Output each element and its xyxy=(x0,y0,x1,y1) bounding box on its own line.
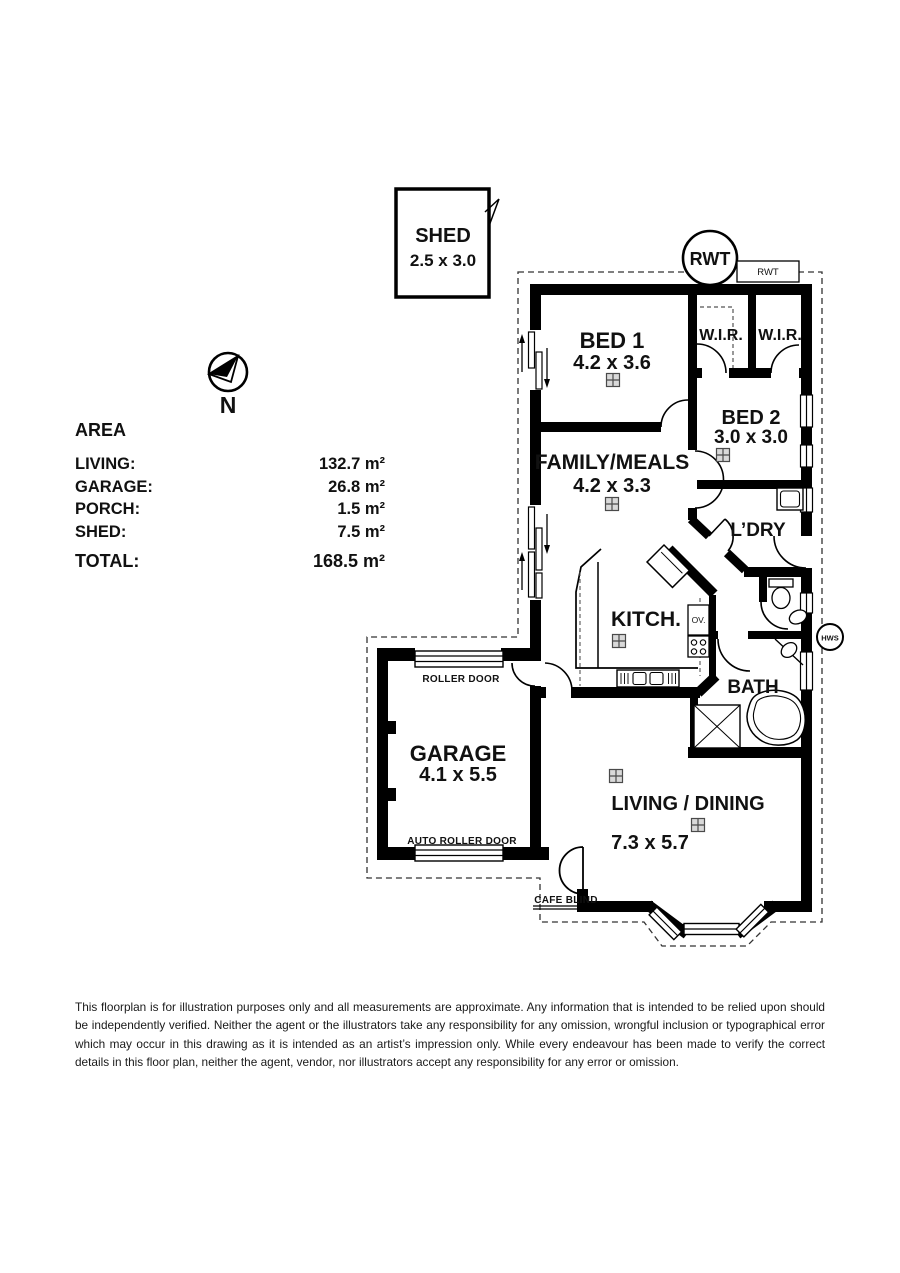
compass xyxy=(209,353,247,418)
area-total-value: 168.5 m² xyxy=(312,551,385,571)
window xyxy=(801,395,813,427)
area-row-garage xyxy=(75,476,385,499)
room-dims-family: 4.2 x 3.3 xyxy=(573,475,651,497)
garage-pier xyxy=(388,721,396,734)
area-row-label: GARAGE: xyxy=(75,477,153,496)
room-label-bath: BATH xyxy=(727,677,779,698)
oven-label: OV. xyxy=(691,615,706,625)
area-row-living xyxy=(75,453,385,476)
area-row-value: 26.8 m² xyxy=(328,477,385,496)
area-row-label: SHED: xyxy=(75,522,127,541)
disclaimer-text: This floorplan is for illustration purposes only and all measurements are approximate. Any information that is intended to be relied upon should be independently verified. Neither the agent or the illustrators take any responsibility for any omission, wrongful inclusion or typographical error which may occur in this drawing as it is intended as an artist’s impression only. While every endeavour has been made to verify the correct details in this floor plan, neither the agent, vendor, nor illustrators accept any responsibility for any error or omission. xyxy=(75,1000,825,1069)
laundry-tub-bowl xyxy=(781,491,800,507)
light-symbol xyxy=(610,770,623,783)
area-row-shed xyxy=(75,521,385,544)
wall-diagonal xyxy=(691,519,709,536)
wall xyxy=(688,372,697,450)
cafe-blind-label: CAFE BLIND xyxy=(534,895,598,906)
rwt-tank-label: RWT xyxy=(689,249,731,269)
area-row-value: 132.7 m² xyxy=(318,455,385,473)
wall xyxy=(541,422,661,432)
shed-dims: 2.5 x 3.0 xyxy=(409,251,477,270)
hws-label: HWS xyxy=(821,633,839,643)
door-arc-bath xyxy=(718,639,750,671)
bath-basin xyxy=(778,640,799,661)
cooktop xyxy=(688,636,709,657)
area-row-value: 7.5 m² xyxy=(337,522,385,541)
wall xyxy=(748,631,812,639)
compass-north-label: N xyxy=(219,392,237,418)
room-dims-bed2: 3.0 x 3.0 xyxy=(714,427,788,448)
garage-wall xyxy=(501,847,549,860)
rwt-tank xyxy=(683,231,737,285)
hws-unit xyxy=(817,624,843,650)
room-dims-living: 7.3 x 5.7 xyxy=(611,832,689,854)
room-label-wir2: W.I.R. xyxy=(758,327,802,344)
sliding-window xyxy=(519,330,550,390)
area-table xyxy=(75,420,385,572)
garage-wall xyxy=(377,648,415,661)
toilet-bowl xyxy=(772,588,790,609)
light-symbol xyxy=(613,635,626,648)
fridge xyxy=(647,545,689,587)
door-arc-wir2 xyxy=(771,345,799,373)
wall xyxy=(530,284,541,330)
room-label-living: LIVING / DINING xyxy=(611,793,765,815)
garage-wall xyxy=(377,847,415,860)
wall-diagonal xyxy=(698,676,716,693)
area-row-porch xyxy=(75,498,385,521)
rwt-box xyxy=(737,261,799,282)
rwt-box-label: RWT xyxy=(757,267,779,278)
door-arc-hall-living xyxy=(545,663,572,691)
shed-label: SHED xyxy=(415,225,471,247)
room-label-wir1: W.I.R. xyxy=(699,327,743,344)
wall xyxy=(530,686,541,858)
laundry-fixtures xyxy=(777,488,803,510)
area-total-label: TOTAL: xyxy=(75,551,140,571)
door-arc-bed1 xyxy=(661,400,688,427)
kitchen-sink xyxy=(617,670,679,687)
wall xyxy=(748,295,756,372)
wall xyxy=(729,368,771,378)
room-dims-garage: 4.1 x 5.5 xyxy=(419,764,497,786)
window xyxy=(801,652,813,690)
bathtub xyxy=(747,690,805,745)
door-arc-garage xyxy=(512,663,535,686)
entry-door xyxy=(560,847,584,894)
room-label-bed1: BED 1 xyxy=(579,328,645,353)
sliding-window xyxy=(519,505,550,600)
door-gap xyxy=(798,536,815,568)
wall-diagonal xyxy=(727,553,745,570)
wall xyxy=(530,390,541,505)
garage-pier xyxy=(388,788,396,801)
room-labels xyxy=(407,327,802,906)
light-symbol xyxy=(692,819,705,832)
area-row-label: PORCH: xyxy=(75,500,141,518)
wall xyxy=(541,687,546,698)
auto-roller-door-label: AUTO ROLLER DOOR xyxy=(407,836,517,847)
auto-roller-door-band xyxy=(415,845,503,861)
area-row-total xyxy=(75,551,385,572)
garage-wall xyxy=(501,648,541,661)
area-table-title: AREA xyxy=(75,420,127,440)
area-row-value: 1.5 m² xyxy=(337,500,385,518)
room-label-kitchen: KITCH. xyxy=(611,608,681,631)
light-symbol xyxy=(606,498,619,511)
window xyxy=(801,445,813,467)
room-label-garage: GARAGE xyxy=(409,741,507,766)
toilet-cistern xyxy=(769,579,793,587)
shower xyxy=(694,705,740,748)
room-label-bed2: BED 2 xyxy=(721,407,781,429)
bay-window xyxy=(684,924,739,935)
area-row-label: LIVING: xyxy=(75,455,136,473)
wall xyxy=(799,368,812,378)
wall xyxy=(688,295,697,372)
roller-door-band xyxy=(415,651,503,667)
wall xyxy=(759,573,767,602)
wall xyxy=(709,595,716,677)
roller-door-label: ROLLER DOOR xyxy=(422,674,500,685)
room-dims-bed1: 4.2 x 3.6 xyxy=(573,352,651,374)
wall xyxy=(571,687,700,698)
room-label-family: FAMILY/MEALS xyxy=(534,451,690,474)
garage-wall xyxy=(377,648,388,860)
wall xyxy=(530,284,812,295)
shed xyxy=(396,189,499,297)
light-symbol xyxy=(717,449,730,462)
light-symbol xyxy=(607,374,620,387)
room-label-ldry: L’DRY xyxy=(730,520,786,541)
